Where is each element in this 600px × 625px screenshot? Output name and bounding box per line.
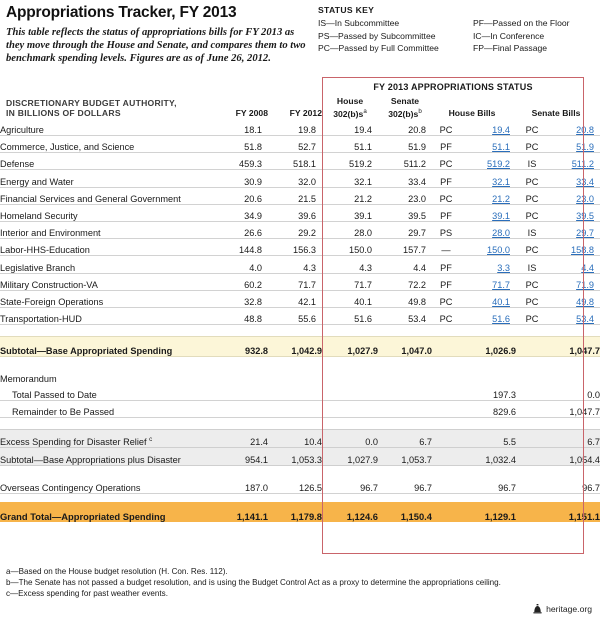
row-label: Labor-HHS-Education (0, 239, 216, 256)
column-header-house-302b (322, 96, 378, 119)
cell-house-bill[interactable] (466, 136, 516, 153)
row-label: Commerce, Justice, and Science (0, 136, 216, 153)
disaster-footnote-marker: c (149, 435, 153, 443)
subtotal-base-senate-302b: 1,047.0 (378, 337, 432, 357)
cell-house-bill[interactable] (466, 153, 516, 170)
cell-senate-bill[interactable] (554, 273, 600, 290)
subtotal-base-house-302b: 1,027.9 (322, 337, 378, 357)
row-label: Transportation-HUD (0, 307, 216, 324)
liberty-bell-icon (533, 604, 542, 614)
column-header-fy2012: FY 2012 (289, 108, 322, 119)
cell-senate-302b: 72.2 (378, 273, 432, 290)
subtotal-base-row (0, 337, 600, 357)
cell-house-bill[interactable] (466, 273, 516, 290)
cell-fy2008: 32.8 (216, 290, 268, 307)
grand-total-house-302b: 1,124.6 (322, 502, 378, 522)
cell-senate-bill[interactable] (554, 153, 600, 170)
memorandum-remainder-label: Remainder to Be Passed (0, 400, 216, 417)
cell-senate-bill-link[interactable]: 49.8 (576, 296, 594, 307)
cell-house-bill[interactable] (466, 119, 516, 136)
row-spacer (0, 465, 600, 477)
brand-attribution (533, 604, 592, 614)
cell-senate-status: PC (516, 239, 554, 256)
cell-senate-bill-link[interactable]: 511.2 (571, 159, 594, 170)
memorandum-remainder-row (0, 400, 600, 417)
cell-house-bill[interactable] (466, 204, 516, 221)
cell-house-bill-link[interactable]: 519.2 (487, 159, 510, 170)
cell-senate-status: IS (516, 256, 554, 273)
subtotal-plus-disaster-house-302b: 1,027.9 (322, 447, 378, 465)
cell-senate-bill-link[interactable]: 71.9 (576, 279, 594, 290)
row-label: Military Construction-VA (0, 273, 216, 290)
cell-house-302b: 21.2 (322, 187, 378, 204)
grand-total-house-bill: 1,129.1 (466, 502, 516, 522)
cell-senate-bill[interactable] (554, 239, 600, 256)
senate-302b-line1: Senate (390, 96, 420, 106)
disaster-house-302b: 0.0 (322, 429, 378, 447)
category-header-line2: IN BILLIONS OF DOLLARS (6, 108, 121, 119)
cell-senate-302b: 20.8 (378, 119, 432, 136)
cell-senate-302b: 23.0 (378, 187, 432, 204)
cell-fy2012: 4.3 (268, 256, 322, 273)
cell-fy2008: 48.8 (216, 307, 268, 324)
cell-senate-302b: 29.7 (378, 221, 432, 238)
cell-senate-bill-link[interactable]: 158.8 (571, 245, 594, 256)
cell-house-bill[interactable] (466, 256, 516, 273)
overseas-contingency-house-bill: 96.7 (466, 477, 516, 494)
cell-fy2008: 60.2 (216, 273, 268, 290)
cell-house-bill-link[interactable]: 28.0 (492, 228, 510, 239)
cell-house-bill-link[interactable]: 3.3 (497, 262, 510, 273)
cell-house-status: PF (432, 136, 466, 153)
grand-total-row (0, 502, 600, 522)
cell-senate-302b: 511.2 (378, 153, 432, 170)
table-row (0, 221, 600, 238)
fy2013-status-box-title: FY 2013 APPROPRIATIONS STATUS (373, 82, 533, 92)
cell-senate-bill[interactable] (554, 187, 600, 204)
memorandum-total-passed-senate: 0.0 (554, 384, 600, 401)
cell-senate-status: PC (516, 170, 554, 187)
subtotal-base-fy2012: 1,042.9 (268, 337, 322, 357)
cell-house-302b: 51.6 (322, 307, 378, 324)
row-label: Energy and Water (0, 170, 216, 187)
table-row (0, 136, 600, 153)
row-label: Legislative Branch (0, 256, 216, 273)
cell-senate-302b: 39.5 (378, 204, 432, 221)
cell-fy2012: 55.6 (268, 307, 322, 324)
subtotal-plus-disaster-senate-302b: 1,053.7 (378, 447, 432, 465)
disaster-relief-row (0, 429, 600, 447)
subtotal-plus-disaster-fy2008: 954.1 (216, 447, 268, 465)
cell-senate-bill[interactable] (554, 221, 600, 238)
cell-house-bill-link[interactable]: 150.0 (487, 245, 510, 256)
cell-house-bill[interactable] (466, 290, 516, 307)
cell-fy2012: 19.8 (268, 119, 322, 136)
overseas-contingency-label: Overseas Contingency Operations (0, 477, 216, 494)
grand-total-senate-302b: 1,150.4 (378, 502, 432, 522)
cell-house-status: PF (432, 256, 466, 273)
subtotal-base-house-status-empty (432, 337, 466, 357)
cell-senate-bill[interactable] (554, 307, 600, 324)
status-key-item-is: IS—In Subcommittee (318, 18, 400, 28)
cell-house-status: PC (432, 307, 466, 324)
subtotal-base-house-bill: 1,026.9 (466, 337, 516, 357)
cell-fy2008: 18.1 (216, 119, 268, 136)
cell-house-302b: 51.1 (322, 136, 378, 153)
cell-fy2012: 42.1 (268, 290, 322, 307)
cell-house-302b: 39.1 (322, 204, 378, 221)
column-header-category (0, 96, 216, 119)
cell-senate-bill-link[interactable]: 23.0 (576, 193, 594, 204)
column-header-senate-302b (378, 96, 432, 119)
cell-fy2008: 459.3 (216, 153, 268, 170)
cell-house-302b: 19.4 (322, 119, 378, 136)
subtotal-plus-disaster-fy2012: 1,053.3 (268, 447, 322, 465)
cell-senate-bill[interactable] (554, 256, 600, 273)
cell-fy2012: 71.7 (268, 273, 322, 290)
cell-fy2012: 39.6 (268, 204, 322, 221)
cell-fy2008: 26.6 (216, 221, 268, 238)
cell-house-status: PC (432, 153, 466, 170)
status-key (318, 5, 596, 54)
grand-total-senate-bill: 1,151.1 (554, 502, 600, 522)
row-spacer (0, 417, 600, 429)
status-key-item-ic: IC—In Conference (473, 30, 545, 41)
cell-fy2012: 156.3 (268, 239, 322, 256)
cell-house-status: PF (432, 204, 466, 221)
cell-fy2008: 144.8 (216, 239, 268, 256)
overseas-contingency-row (0, 477, 600, 494)
row-spacer (0, 493, 600, 502)
memorandum-total-passed-house: 197.3 (466, 384, 516, 401)
cell-house-bill-link[interactable]: 51.6 (492, 314, 510, 325)
table-header-row (0, 96, 600, 119)
memorandum-remainder-house: 829.6 (466, 400, 516, 417)
status-key-grid (318, 18, 596, 54)
cell-senate-302b: 53.4 (378, 307, 432, 324)
disaster-senate-302b: 6.7 (378, 429, 432, 447)
row-label: State-Foreign Operations (0, 290, 216, 307)
cell-house-302b: 40.1 (322, 290, 378, 307)
cell-house-bill[interactable] (466, 221, 516, 238)
cell-house-302b: 71.7 (322, 273, 378, 290)
table-row (0, 153, 600, 170)
cell-senate-bill-link[interactable]: 29.7 (576, 228, 594, 239)
table-row (0, 187, 600, 204)
table-row (0, 204, 600, 221)
disaster-senate-bill: 6.7 (554, 429, 600, 447)
cell-house-302b: 150.0 (322, 239, 378, 256)
cell-senate-302b: 157.7 (378, 239, 432, 256)
status-key-item-ps: PS—Passed by Subcommittee (318, 30, 436, 41)
cell-fy2012: 21.5 (268, 187, 322, 204)
row-spacer (0, 357, 600, 369)
cell-senate-bill-link[interactable]: 4.4 (581, 262, 594, 273)
cell-senate-302b: 49.8 (378, 290, 432, 307)
senate-302b-line2: 302(b)s (388, 108, 419, 119)
house-302b-line1: House (336, 96, 364, 106)
cell-house-bill-link[interactable]: 19.4 (492, 125, 510, 136)
cell-fy2012: 32.0 (268, 170, 322, 187)
senate-302b-footnote-marker: b (418, 107, 422, 115)
column-header-fy2008: FY 2008 (235, 108, 268, 119)
row-label: Agriculture (0, 119, 216, 136)
cell-senate-bill[interactable] (554, 170, 600, 187)
table-row (0, 290, 600, 307)
cell-house-status: PC (432, 187, 466, 204)
cell-senate-bill[interactable] (554, 136, 600, 153)
subtotal-base-senate-status-empty (516, 337, 554, 357)
cell-house-bill-link[interactable]: 39.1 (492, 210, 510, 221)
cell-house-bill[interactable] (466, 307, 516, 324)
cell-house-status: PC (432, 290, 466, 307)
disaster-fy2012: 10.4 (268, 429, 322, 447)
cell-senate-bill-link[interactable]: 20.8 (576, 125, 594, 136)
cell-senate-status: PC (516, 136, 554, 153)
cell-fy2012: 518.1 (268, 153, 322, 170)
grand-total-label: Grand Total—Appropriated Spending (0, 502, 216, 522)
row-spacer (0, 325, 600, 337)
cell-senate-bill-link[interactable]: 53.4 (576, 314, 594, 325)
brand-label: heritage.org (546, 604, 592, 614)
cell-house-bill[interactable] (466, 187, 516, 204)
subtotal-plus-disaster-label: Subtotal—Base Appropriations plus Disaster (0, 447, 216, 465)
cell-house-status: — (432, 239, 466, 256)
cell-senate-bill-link[interactable]: 33.4 (576, 176, 594, 187)
overseas-contingency-house-302b: 96.7 (322, 477, 378, 494)
subtotal-base-label: Subtotal—Base Appropriated Spending (0, 337, 216, 357)
grand-total-fy2012: 1,179.8 (268, 502, 322, 522)
main-data-table (0, 96, 600, 522)
column-header-senate-bills: Senate Bills (531, 108, 581, 119)
table-row (0, 119, 600, 136)
overseas-contingency-senate-302b: 96.7 (378, 477, 432, 494)
cell-senate-status: PC (516, 204, 554, 221)
cell-house-302b: 32.1 (322, 170, 378, 187)
subtotal-plus-disaster-house-bill: 1,032.4 (466, 447, 516, 465)
cell-house-status: PF (432, 273, 466, 290)
column-header-house-bills: House Bills (448, 108, 496, 119)
cell-senate-bill-link[interactable]: 51.9 (576, 142, 594, 153)
row-label: Homeland Security (0, 204, 216, 221)
cell-fy2008: 20.6 (216, 187, 268, 204)
table-row (0, 273, 600, 290)
cell-house-302b: 4.3 (322, 256, 378, 273)
disaster-fy2008: 21.4 (216, 429, 268, 447)
subtotal-base-senate-bill: 1,047.7 (554, 337, 600, 357)
cell-senate-302b: 4.4 (378, 256, 432, 273)
status-key-item-pf: PF—Passed on the Floor (473, 18, 570, 28)
table-row (0, 170, 600, 187)
footnote-b: b—The Senate has not passed a budget resolution, and is using the Budget Control Act as a proxy to determine the appropriations ceiling. (6, 578, 501, 588)
cell-senate-bill[interactable] (554, 119, 600, 136)
memorandum-remainder-senate: 1,047.7 (554, 400, 600, 417)
disaster-relief-label: Excess Spending for Disaster Relief $^c$ (0, 429, 216, 447)
cell-house-bill-link[interactable]: 51.1 (492, 142, 510, 153)
header-block (6, 4, 306, 66)
disaster-house-bill: 5.5 (466, 429, 516, 447)
footnote-a: a—Based on the House budget resolution (H. Con. Res. 112). (6, 567, 228, 576)
subtotal-plus-disaster-senate-bill: 1,054.4 (554, 447, 600, 465)
cell-house-bill[interactable] (466, 170, 516, 187)
page-subtitle: This table reflects the status of appropriations bills for FY 2013 as they move through the House and Senate, and compares them to two benchmark spending levels. Figures are as of June 26, 2012. (6, 27, 306, 65)
row-label: Interior and Environment (0, 221, 216, 238)
cell-fy2008: 34.9 (216, 204, 268, 221)
cell-fy2012: 29.2 (268, 221, 322, 238)
memorandum-total-passed-row (0, 384, 600, 401)
status-key-item-pc: PC—Passed by Full Committee (318, 43, 439, 53)
cell-senate-bill[interactable] (554, 204, 600, 221)
cell-senate-status: IS (516, 221, 554, 238)
category-header-line1: DISCRETIONARY BUDGET AUTHORITY, (6, 97, 177, 108)
cell-house-bill-link[interactable]: 71.7 (492, 279, 510, 290)
footnote-c: c—Excess spending for past weather events. (6, 589, 168, 599)
cell-senate-302b: 51.9 (378, 136, 432, 153)
table-row (0, 239, 600, 256)
cell-senate-bill[interactable] (554, 290, 600, 307)
row-label: Financial Services and General Government (0, 187, 216, 204)
house-302b-footnote-marker: a (363, 107, 367, 115)
overseas-contingency-fy2008: 187.0 (216, 477, 268, 494)
cell-senate-302b: 33.4 (378, 170, 432, 187)
overseas-contingency-fy2012: 126.5 (268, 477, 322, 494)
overseas-contingency-senate-bill: 96.7 (554, 477, 600, 494)
cell-house-bill-link[interactable]: 40.1 (492, 296, 510, 307)
cell-house-bill-link[interactable]: 32.1 (492, 176, 510, 187)
status-key-title: STATUS KEY (318, 5, 375, 15)
cell-house-status: PS (432, 221, 466, 238)
row-label: Defense (0, 153, 216, 170)
cell-fy2008: 30.9 (216, 170, 268, 187)
cell-fy2012: 52.7 (268, 136, 322, 153)
table-row (0, 256, 600, 273)
cell-house-302b: 28.0 (322, 221, 378, 238)
house-302b-line2: 302(b)s (333, 108, 364, 119)
cell-senate-bill-link[interactable]: 39.5 (576, 210, 594, 221)
cell-senate-status: PC (516, 119, 554, 136)
cell-house-bill-link[interactable]: 21.2 (492, 193, 510, 204)
cell-senate-status: PC (516, 187, 554, 204)
page-title: Appropriations Tracker, FY 2013 (6, 4, 237, 21)
memorandum-heading-row (0, 368, 600, 384)
memorandum-heading: Memorandum (0, 373, 57, 384)
cell-house-status: PF (432, 170, 466, 187)
table-row (0, 307, 600, 324)
cell-senate-status: IS (516, 153, 554, 170)
footnotes-block (6, 566, 594, 600)
cell-house-bill[interactable] (466, 239, 516, 256)
cell-senate-status: PC (516, 290, 554, 307)
subtotal-plus-disaster-row (0, 447, 600, 465)
memorandum-total-passed-label: Total Passed to Date (0, 384, 216, 401)
subtotal-base-fy2008: 932.8 (216, 337, 268, 357)
status-key-item-fp: FP—Final Passage (473, 43, 548, 53)
grand-total-fy2008: 1,141.1 (216, 502, 268, 522)
cell-fy2008: 4.0 (216, 256, 268, 273)
cell-senate-status: PC (516, 273, 554, 290)
cell-senate-status: PC (516, 307, 554, 324)
cell-house-status: PC (432, 119, 466, 136)
cell-house-302b: 519.2 (322, 153, 378, 170)
cell-fy2008: 51.8 (216, 136, 268, 153)
